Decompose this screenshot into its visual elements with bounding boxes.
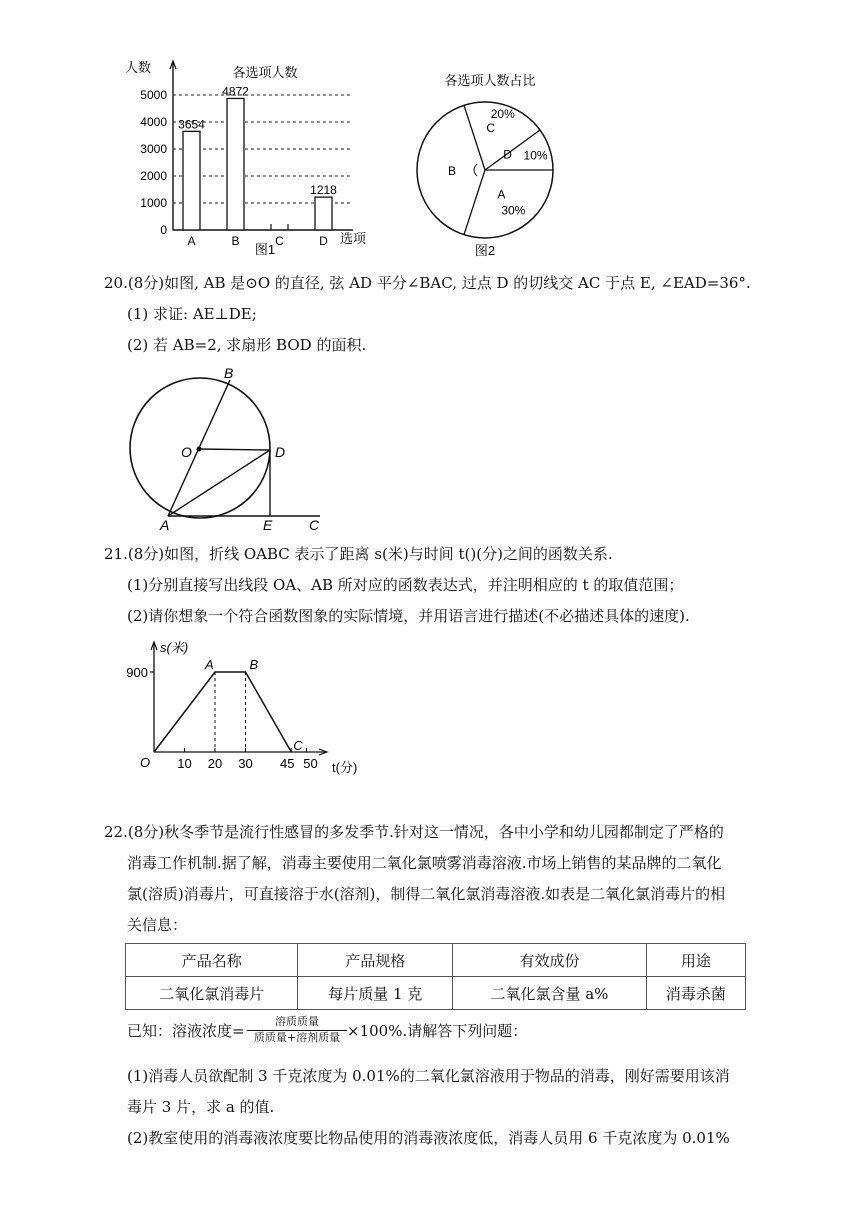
y-tick-label: 2000 (140, 169, 167, 183)
table-header-row (126, 944, 746, 977)
q22-part1-line1: (1)消毒人员欲配制 3 千克浓度为 0.01%的二氧化氯溶液用于物品的消毒，刚好需要用该消 (127, 1067, 730, 1085)
x-tick-label: 20 (207, 756, 223, 771)
y-tick-label: 5000 (140, 88, 167, 102)
x-category-label: C (275, 234, 284, 248)
y-tick-label: 900 (126, 665, 148, 680)
point-label: A (205, 657, 214, 672)
figure-caption: 图2 (474, 243, 496, 258)
q22-line3: 氯(溶质)消毒片，可直接溶于水(溶剂)，制得二氧化氯消毒溶液.如表是二氧化氯消毒片的相 (127, 885, 726, 903)
table-cell: 二氧化氯消毒片 (126, 977, 298, 1010)
q22-part1-line2: 毒片 3 片，求 a 的值. (127, 1098, 275, 1116)
formula-prefix: 已知：溶液浓度= (127, 1022, 245, 1040)
point-label: B (249, 657, 259, 672)
table-cell: 每片质量 1 克 (298, 977, 453, 1010)
label-e: E (263, 517, 273, 533)
x-axis-title: t(分) (332, 760, 358, 775)
q20-circle-figure (120, 360, 330, 535)
pie-slice-label: D (503, 147, 512, 162)
x-tick-label: 45 (280, 756, 295, 771)
origin-label: O (140, 755, 151, 770)
chart-title: 各选项人数占比 (444, 73, 536, 88)
q22-line1: 22.(8分)秋冬季节是流行性感冒的多发季节.针对这一情况，各中小学和幼儿园都制定了严格的 (104, 823, 724, 841)
q21-part2: (2)请你想象一个符合函数图象的实际情境，并用语言进行描述(不必描述具体的速度). (127, 607, 690, 625)
table-header-cell: 产品名称 (126, 944, 298, 977)
table-row (126, 977, 746, 1010)
table-header-cell: 产品规格 (298, 944, 453, 977)
y-axis-title: 人数 (125, 60, 152, 75)
x-category-label: B (231, 234, 240, 248)
x-category-label: A (187, 234, 196, 248)
q22-line2: 消毒工作机制.据了解，消毒主要使用二氧化氯喷雾消毒溶液.市场上销售的某品牌的二氧化 (127, 854, 722, 872)
bar-data-label: 4872 (222, 84, 249, 99)
y-axis-title: s(米) (160, 640, 189, 655)
label-b: B (224, 365, 234, 381)
y-tick-label: 4000 (140, 115, 167, 129)
fraction-denominator: 质质量+溶剂质量 (253, 1031, 341, 1044)
x-tick-label: 50 (303, 756, 318, 771)
label-o: O (181, 444, 192, 460)
q20-part1: (1) 求证: AE⊥DE; (127, 305, 257, 323)
pie-slice-label: C (486, 120, 496, 135)
product-info-table (125, 943, 746, 1010)
label-a: A (160, 517, 170, 533)
label-c: C (309, 517, 320, 533)
pie-chart-figure2 (405, 65, 575, 260)
table-cell: 消毒杀菌 (646, 977, 745, 1010)
table-header-cell: 有效成份 (453, 944, 647, 977)
bar (315, 197, 332, 230)
chart-title: 各选项人数 (232, 65, 298, 80)
pie-percent-label: 10% (523, 148, 548, 163)
table-header-cell: 用途 (646, 944, 745, 977)
q22-line4: 关信息： (127, 916, 188, 934)
q20-stem: 20.(8分)如图, AB 是⊙O 的直径, 弦 AD 平分∠BAC, 过点 D 的切线交 AC 于点 E, ∠EAD=36°. (104, 274, 751, 292)
figure-caption: 图1 (254, 242, 276, 255)
formula-suffix: ×100%.请解答下列问题： (347, 1022, 528, 1040)
point-label: C (293, 738, 303, 753)
fraction-numerator: 溶质质量 (247, 1015, 347, 1031)
y-tick-label: 3000 (140, 142, 167, 156)
pie-slice-label: B (447, 164, 457, 178)
bar-data-label: 1218 (310, 183, 337, 198)
table-cell: 二氧化氯含量 a% (453, 977, 647, 1010)
concentration-fraction (247, 1015, 347, 1045)
bar (183, 131, 200, 230)
q21-line-chart (120, 632, 370, 782)
x-category-label: D (319, 234, 328, 248)
series-line (154, 672, 291, 752)
pie-slice-label: A (497, 187, 506, 202)
q21-part1: (1)分别直接写出线段 OA、AB 所对应的函数表达式，并注明相应的 t 的取值范围； (127, 576, 684, 594)
pie-percent-label: 20% (490, 106, 515, 121)
x-axis-title: 选项 (340, 231, 367, 246)
y-tick-label: 0 (160, 223, 167, 237)
q21-stem: 21.(8分)如图，折线 OABC 表示了距离 s(米)与时间 t()(分)之间的函数关系. (104, 545, 613, 563)
x-tick-label: 30 (238, 756, 253, 771)
bar (227, 98, 244, 230)
segment-od (199, 449, 270, 450)
label-d: D (275, 444, 286, 460)
center-dot (197, 447, 202, 452)
q20-part2: (2) 若 AB=2, 求扇形 BOD 的面积. (127, 336, 367, 354)
q22-part2-line1: (2)教室使用的消毒液浓度要比物品使用的消毒液浓度低，消毒人员用 6 千克浓度为 0.01% (127, 1129, 730, 1147)
bar-chart-figure1 (115, 55, 375, 255)
x-tick-label: 10 (177, 756, 192, 771)
bar-data-label: 3654 (178, 117, 205, 132)
y-tick-label: 1000 (140, 196, 167, 210)
pie-percent-label: 30% (501, 203, 526, 218)
